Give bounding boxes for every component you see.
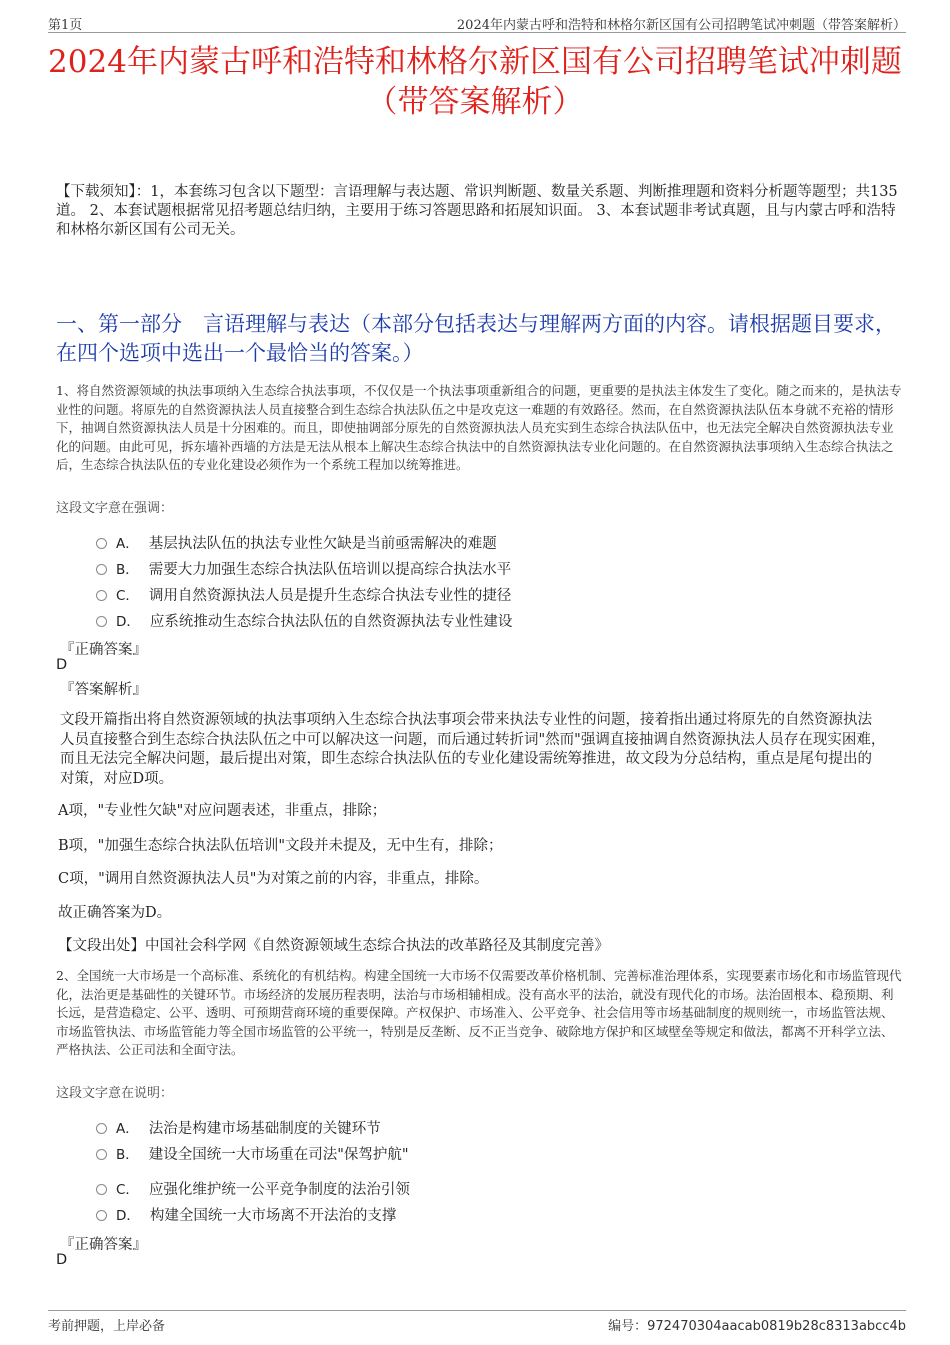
option-letter: A．	[116, 536, 139, 552]
option-text: 应强化维护统一公平竞争制度的法治引领	[148, 1182, 410, 1198]
footer-slogan: 考前押题，上岸必备	[48, 1319, 166, 1334]
q1-option-a[interactable]	[96, 532, 497, 554]
q1-analysis-a: A项，"专业性欠缺"对应问题表述，非重点，排除；	[58, 803, 387, 819]
q1-analysis-b: B项，"加强生态综合执法队伍培训"文段并未提及，无中生有，排除；	[58, 838, 503, 854]
radio-icon[interactable]	[96, 590, 107, 601]
option-letter: B．	[116, 562, 139, 578]
section-heading: 一、第一部分 言语理解与表达（本部分包括表达与理解两方面的内容。请根据题目要求，在四个选项中选出一个最恰当的答案。）	[56, 312, 896, 365]
radio-icon[interactable]	[96, 564, 107, 575]
option-text: 构建全国统一大市场离不开法治的支撑	[149, 1208, 397, 1224]
option-text: 调用自然资源执法人员是提升生态综合执法专业性的捷径	[148, 588, 512, 604]
option-letter: A．	[116, 1121, 139, 1137]
q1-analysis-label: 『答案解析』	[60, 682, 147, 698]
option-letter: D．	[116, 614, 140, 630]
q1-option-b[interactable]	[96, 558, 511, 580]
q2-option-c[interactable]	[96, 1178, 410, 1200]
q2-option-a[interactable]	[96, 1117, 381, 1139]
q1-conclusion: 故正确答案为D。	[58, 905, 172, 921]
option-text: 应系统推动生态综合执法队伍的自然资源执法专业性建设	[149, 614, 513, 630]
q2-answer: D	[56, 1252, 68, 1268]
document-title	[40, 42, 910, 122]
q2-option-d[interactable]	[96, 1204, 396, 1226]
radio-icon[interactable]	[96, 538, 107, 549]
radio-icon[interactable]	[96, 1123, 107, 1134]
q2-option-b[interactable]	[96, 1143, 409, 1165]
radio-icon[interactable]	[96, 1184, 107, 1195]
footer-code-label: 编号：	[608, 1319, 648, 1334]
option-text: 需要大力加强生态综合执法队伍培训以提高综合执法水平	[148, 562, 512, 578]
title-line-2: （带答案解析）	[366, 84, 584, 120]
header-doc-title: 2024年内蒙古呼和浩特和林格尔新区国有公司招聘笔试冲刺题（带答案解析）	[456, 18, 906, 33]
radio-icon[interactable]	[96, 616, 107, 627]
question-2-text: 2、全国统一大市场是一个高标准、系统化的有机结构。构建全国统一大市场不仅需要改革价格机制、完善标准治理体系，实现要素市场化和市场监管现代化，法治更是基础性的关键环节。市场经济的发展历程表明，法治与市场相辅相成。没有高水平的法治，就没有现代化的市场。法治固根本、稳预期、利长远，是营造稳定、公平、透明、可预期营商环境的重要保障。产权保护、市场准入、公平竞争、社会信用等市场基础制度的规则统一，市场监管法规、市场监管执法、市场监管能力等全国市场监管的公平统一，特别是反垄断、反不正当竞争、破除地方保护和区域壁垒等规定和做法，都离不开科学立法、严格执法、公正司法和全面守法。	[56, 968, 902, 1057]
footer-code: 972470304aacab0819b28c8313abcc4b	[647, 1319, 906, 1334]
page-number: 第1页	[48, 18, 83, 33]
question-2-prompt: 这段文字意在说明：	[56, 1086, 174, 1101]
option-letter: C．	[116, 1182, 139, 1198]
q1-answer: D	[56, 657, 68, 673]
download-notice: 【下载须知】：1，本套练习包含以下题型：言语理解与表达题、常识判断题、数量关系题、判断推理题和资料分析题等题型；共135道。 2、本套试题根据常见招考题总结归纳，主要用于练习答题思路和拓展知识面。 3、本套试题非考试真题，且与内蒙古呼和浩特和林格尔新区国有公司无关。	[56, 184, 898, 238]
option-text: 建设全国统一大市场重在司法"保驾护航"	[148, 1147, 409, 1163]
option-letter: C．	[116, 588, 139, 604]
q1-analysis: 文段开篇指出将自然资源领域的执法事项纳入生态综合执法事项会带来执法专业性的问题，接着指出通过将原先的自然资源执法人员直接整合到生态综合执法队伍之中可以解决这一问题，而后通过转折词"然而"强调直接抽调自然资源执法人员存在现实困难，而且无法完全解决问题，最后提出对策，即生态综合执法队伍的专业化建设需统筹推进，故文段为分总结构，重点是尾句提出的对策，对应D项。	[60, 712, 886, 787]
radio-icon[interactable]	[96, 1210, 107, 1221]
page-header	[48, 12, 906, 33]
question-1-text: 1、将自然资源领域的执法事项纳入生态综合执法事项，不仅仅是一个执法事项重新组合的问题，更重要的是执法主体发生了变化。随之而来的，是执法专业性的问题。将原先的自然资源执法人员直接整合到生态综合执法队伍之中是攻克这一难题的有效路径。然而，在自然资源执法队伍本身就不充裕的情形下，抽调自然资源执法人员是十分困难的。而且，即使抽调部分原先的自然资源执法人员充实到生态综合执法队伍中，也无法完全解决自然资源执法专业化的问题。由此可见，拆东墙补西墙的方法是无法从根本上解决生态综合执法中的自然资源执法专业化问题的。在自然资源执法事项纳入生态综合执法之后，生态综合执法队伍的专业化建设必须作为一个系统工程加以统筹推进。	[56, 383, 902, 472]
q1-answer-label: 『正确答案』	[60, 642, 147, 658]
title-line-1: 2024年内蒙古呼和浩特和林格尔新区国有公司招聘笔试冲刺题	[48, 44, 902, 80]
option-text: 基层执法队伍的执法专业性欠缺是当前亟需解决的难题	[148, 536, 497, 552]
q1-option-d[interactable]	[96, 610, 512, 632]
option-letter: D．	[116, 1208, 140, 1224]
q1-option-c[interactable]	[96, 584, 511, 606]
radio-icon[interactable]	[96, 1149, 107, 1160]
q1-analysis-c: C项，"调用自然资源执法人员"为对策之前的内容，非重点，排除。	[58, 871, 489, 887]
option-text: 法治是构建市场基础制度的关键环节	[148, 1121, 381, 1137]
page-footer	[48, 1310, 906, 1335]
q2-answer-label: 『正确答案』	[60, 1237, 147, 1253]
question-1-prompt: 这段文字意在强调：	[56, 501, 174, 516]
q1-source: 【文段出处】中国社会科学网《自然资源领域生态综合执法的改革路径及其制度完善》	[58, 938, 609, 954]
footer-code-block	[608, 1315, 906, 1334]
option-letter: B．	[116, 1147, 139, 1163]
